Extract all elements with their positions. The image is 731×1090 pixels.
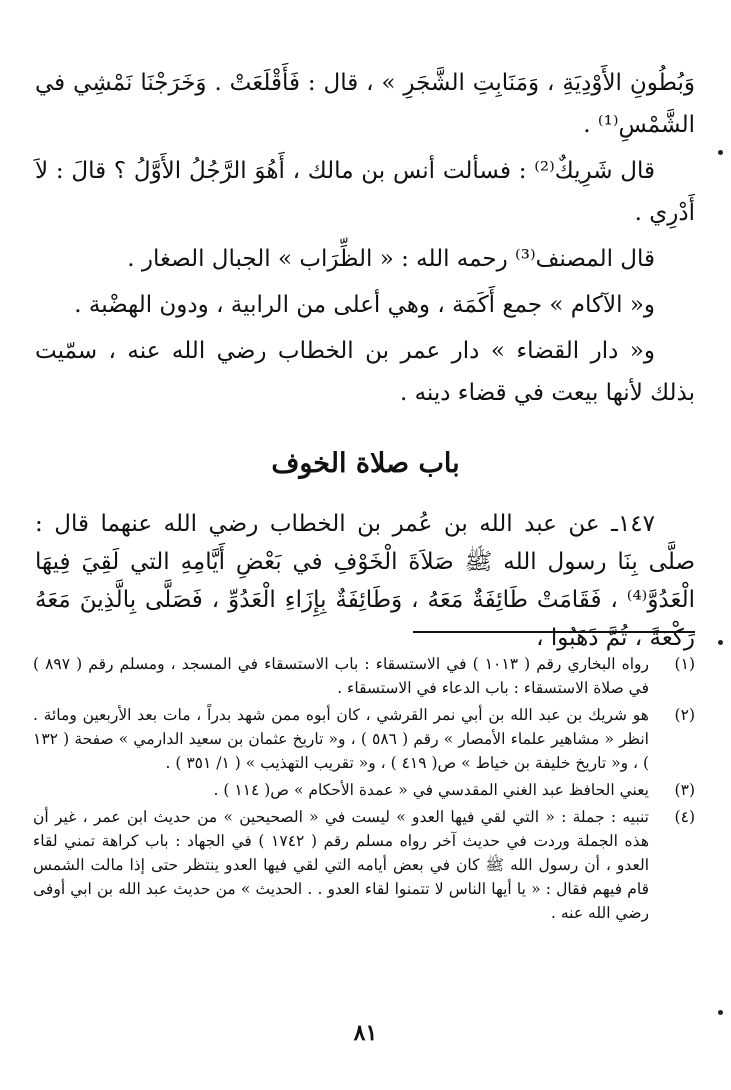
main-paragraph: وَبُطُونِ الأَوْدِيَةِ ، وَمَنَابِتِ الشَّجَرِ » ، قال : فَأَقْلَعَتْ . وَخَرَجْنَا نَمْشِي في الشَّمْسِ⁽¹⁾ . <box>35 70 695 138</box>
margin-dot <box>718 1010 723 1015</box>
margin-dot <box>718 150 723 155</box>
footnote-number: (٢) <box>674 706 695 724</box>
footnote-text: رواه البخاري رقم ( ١٠١٣ ) في الاستسقاء : باب الاستسقاء في المسجد ، ومسلم رقم ( ٨٩٧ ) في صلاة الاستسقاء : باب الدعاء في الاستسقاء . <box>33 655 649 697</box>
footnote <box>33 652 695 700</box>
footnote-text: تنبيه : جملة : « التي لقي فيها العدو » ليست في « الصحيحين » من حديث ابن عمر ، غير أن هذه الجملة وردت في حديث آخر رواه مسلم رقم ( ١٧٤٢ ) في الجهاد : باب كراهة تمني لقاء العدو ، أن رسول الله ﷺ كان في بعض أيامه التي لقي فيها العدو ينتظر حتى إذا مالت الشمس قام فيهم فقال : « يا أيها الناس لا تتمنوا لقاء العدو . . الحديث » من حديث عبد الله بن ابي أوفى رضي الله عنه . <box>33 808 649 922</box>
footnote-number: (٣) <box>674 781 695 799</box>
main-paragraph: و« دار القضاء » دار عمر بن الخطاب رضي الله عنه ، سمّيت بذلك لأنها بيعت في قضاء دينه . <box>35 338 695 406</box>
main-paragraph: قال شَرِيكٌ⁽²⁾ : فسألت أنس بن مالك ، أَهُوَ الرَّجُلُ الأَوَّلُ ؟ قالَ : لاَ أَدْرِي . <box>35 158 695 226</box>
footnote-number: (١) <box>674 655 695 673</box>
footnote-separator <box>413 631 695 633</box>
chapter-title: باب صلاة الخوف <box>271 448 460 479</box>
footnotes <box>33 652 695 928</box>
hadith-text <box>35 505 695 657</box>
margin-dot <box>718 640 723 645</box>
page-number: ٨١ <box>353 1020 378 1046</box>
main-text <box>35 62 695 418</box>
footnote <box>33 805 695 925</box>
footnote <box>33 778 695 802</box>
hadith-paragraph: ١٤٧ـ عن عبد الله بن عُمر بن الخطاب رضي الله عنهما قال : صلَّى بِنَا رسول الله ﷺ صَلاَةَ الْخَوْفِ في بَعْضِ أَيَّامِهِ التي لَقِيَ فِيهَا الْعَدُوَّ⁽⁴⁾ ، فَقَامَتْ طَائِفَةٌ مَعَهُ ، وَطَائِفَةٌ بِإِزَاءِ الْعَدُوِّ ، فَصَلَّى بِالَّذِينَ مَعَهُ رَكْعَةً ، ثُمَّ ذَهَبُوا ، <box>35 511 695 651</box>
footnote-number: (٤) <box>674 808 695 826</box>
footnote-text: يعني الحافظ عبد الغني المقدسي في « عمدة الأحكام » ص( ١١٤ ) . <box>213 781 649 799</box>
footnote <box>33 703 695 775</box>
main-paragraph: و« الآكام » جمع أَكَمَة ، وهي أعلى من الرابية ، ودون الهضْبة . <box>74 292 655 318</box>
footnote-text: هو شريك بن عبد الله بن أبي نمر القرشي ، كان أبوه ممن شهد بدراً ، مات بعد الأربعين ومائة . انظر « مشاهير علماء الأمصار » رقم ( ٥٨٦ ) ، و« تاريخ عثمان بن سعيد الدارمي » صفحة ( ١٣٢ ) ، و« تاريخ خليفة بن خياط » ص( ٤١٩ ) ، و« تقريب التهذيب » ( ١/ ٣٥١ ) . <box>33 706 649 772</box>
main-paragraph: قال المصنف⁽³⁾ رحمه الله : « الظِّرَاب » الجبال الصغار . <box>127 246 655 272</box>
